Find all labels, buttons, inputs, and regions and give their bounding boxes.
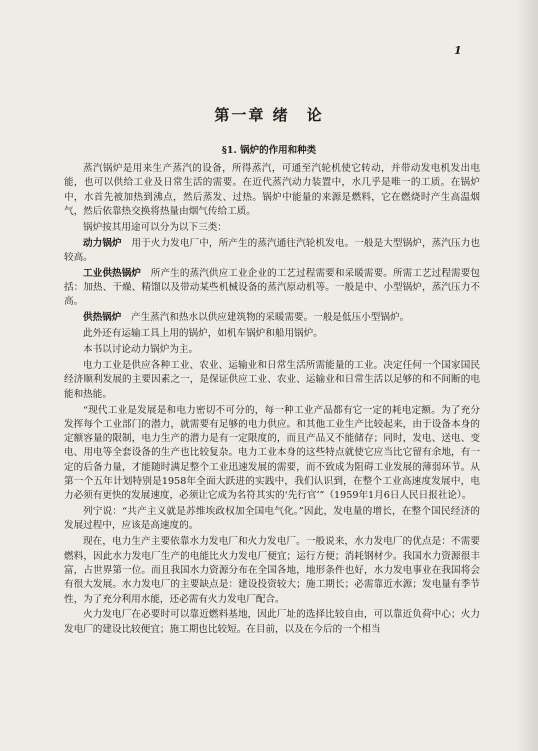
paragraph (64, 505, 480, 534)
paragraph-text: 锅炉按其用途可以分为以下三类： (83, 221, 227, 233)
paragraph (64, 608, 480, 637)
paragraph (64, 343, 480, 357)
paragraph-text: 火力发电厂在必要时可以靠近燃料基地，因此厂址的选择比较自由，可以靠近负荷中心；火力发电厂的建设比较便宜；施工期也比较短。在目前，以及在今后的一个相当 (64, 609, 480, 635)
paragraph-text: 蒸汽锅炉是用来生产蒸汽的设备，所得蒸汽，可通至汽轮机使它转动，并带动发电机发出电能，也可以供给工业及日常生活的需要。在近代蒸汽动力装置中，水几乎是唯一的工质。在锅炉中，水首先被加热到沸点，然后蒸发、过热。锅炉中能量的来源是燃料，它在燃烧时产生高温烟气，然后依靠热交换将热量由烟气传给工质。 (64, 163, 480, 217)
paragraph-text: “现代工业是发展是和电力密切不可分的，每一种工业产品都有它一定的耗电定额。为了充分发挥每个工业部门的潜力，就需要有足够的电力供应。和其他工业生产比较起来，由于设备本身的定额容量的限制，电力生产的潜力是有一定限度的，而且产品又不能储存；同时，发电、送电、变电、用电等全套设备的生产也比较复杂。电力工业本身的这些特点就使它应当比它留有余地，有一定的后备力量，才能随时满足整个工业迅速发展的需要，而不致成为阻碍工业发展的薄弱环节。从第一个五年计划特别是1958年全面大跃进的实践中，我们认识到，在整个工业高速度发展中，电力必须有更快的发展速度，必须让它成为名符其实的‘先行官’”（1959年1月6日人民日报社论）。 (64, 404, 480, 502)
paragraph (64, 535, 480, 606)
paragraph (64, 404, 480, 504)
paragraph-text: 本书以讨论动力锅炉为主。 (83, 344, 199, 356)
paragraph-text: 用于火力发电厂中，所产生的蒸汽通往汽轮机发电。一般是大型锅炉，蒸汽压力也较高。 (64, 237, 481, 263)
paragraph (64, 267, 480, 310)
scan-edge-shadow (516, 0, 538, 751)
paragraph (64, 327, 480, 341)
page-number: 1 (454, 44, 462, 57)
paragraph-text: 所产生的蒸汽供应工业企业的工艺过程需要和采暖需要。所需工艺过程需要包括：加热、干燥、精馏以及带动某些机械设备的蒸汽原动机等。一般是中、小型锅炉，蒸汽压力不高。 (64, 267, 481, 308)
paragraph (64, 162, 480, 219)
paragraph-keyword: 动力锅炉 (83, 237, 122, 249)
paragraph-keyword: 工业供热锅炉 (83, 267, 142, 279)
paragraph (64, 359, 480, 402)
chapter-title: 第一章 绪 论 (214, 106, 324, 124)
paragraph-text: 电力工业是供应各种工业、农业、运输业和日常生活所需能量的工业。决定任何一个国家国民经济顺利发展的主要因素之一，是保证供应工业、农业、运输业和日常生活以足够的和不间断的电能和热能。 (64, 360, 480, 400)
body-text (64, 162, 480, 639)
paragraph-text: 列宁说：“共产主义就是苏维埃政权加全国电气化。”因此，发电量的增长，在整个国民经济的发展过程中，应该是高速度的。 (64, 506, 480, 532)
paragraph-text: 此外还有运输工具上用的锅炉，如机车锅炉和船用锅炉。 (83, 328, 323, 340)
section-title: §1. 锅炉的作用和种类 (221, 145, 317, 156)
paragraph-text: 现在，电力生产主要依靠水力发电厂和火力发电厂。一般说来，水力发电厂的优点是：不需要燃料，因此水力发电厂生产的电能比火力发电厂便宜；运行方便；消耗钢材少。我国水力资源很丰富，占世界第一位。而且我国水力资源分布在全国各地，地形条件也好，水力发电事业在我国将会有很大发展。水力发电厂的主要缺点是：建设投资较大；施工期长；必需靠近水源；发电量有季节性，为了充分利用水能，还必需有火力发电厂配合。 (64, 536, 480, 605)
paragraph-keyword: 供热锅炉 (83, 312, 122, 324)
paragraph (64, 237, 480, 266)
paragraph (64, 221, 480, 235)
paragraph-text: 产生蒸汽和热水以供应建筑物的采暖需要。一般是低压小型锅炉。 (121, 312, 410, 324)
paragraph (64, 311, 480, 325)
